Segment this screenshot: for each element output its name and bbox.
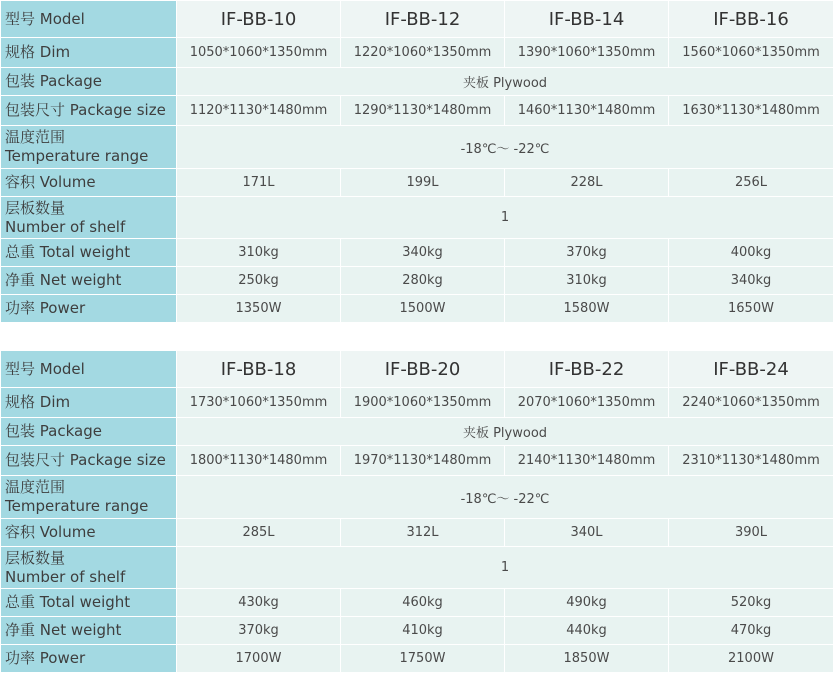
volume-row — [1, 169, 833, 197]
volume-label: 容积 Volume — [1, 169, 177, 197]
power-cell: 1700W — [177, 645, 341, 673]
dim-cell: 1730*1060*1350mm — [177, 388, 341, 418]
package-size-row — [1, 96, 833, 126]
model-cell: IF-BB-20 — [341, 351, 505, 388]
total-weight-cell: 400kg — [669, 239, 833, 267]
volume-cell: 340L — [505, 519, 669, 547]
dim-row — [1, 388, 833, 418]
net-weight-cell: 370kg — [177, 617, 341, 645]
spec-table-2 — [0, 350, 833, 673]
total-weight-cell: 430kg — [177, 589, 341, 617]
volume-cell: 199L — [341, 169, 505, 197]
total-weight-label: 总重 Total weight — [1, 239, 177, 267]
shelf-label-en: Number of shelf — [5, 218, 176, 237]
net-weight-cell: 280kg — [341, 267, 505, 295]
volume-cell: 390L — [669, 519, 833, 547]
dim-cell: 1900*1060*1350mm — [341, 388, 505, 418]
package-size-cell: 2140*1130*1480mm — [505, 446, 669, 476]
total-weight-cell: 370kg — [505, 239, 669, 267]
temperature-value: -18℃～ -22℃ — [177, 126, 833, 169]
net-weight-cell: 250kg — [177, 267, 341, 295]
package-label: 包装 Package — [1, 418, 177, 446]
total-weight-cell: 460kg — [341, 589, 505, 617]
dim-label: 规格 Dim — [1, 388, 177, 418]
temperature-value: -18℃～ -22℃ — [177, 476, 833, 519]
temperature-label-zh: 温度范围 — [5, 128, 176, 147]
power-cell: 1850W — [505, 645, 669, 673]
model-row — [1, 351, 833, 388]
shelf-label — [1, 547, 177, 589]
power-cell: 1580W — [505, 295, 669, 323]
package-size-cell: 1120*1130*1480mm — [177, 96, 341, 126]
package-label: 包装 Package — [1, 68, 177, 96]
package-size-row — [1, 446, 833, 476]
dim-cell: 1560*1060*1350mm — [669, 38, 833, 68]
total-weight-row — [1, 239, 833, 267]
shelf-label-zh: 层板数量 — [5, 549, 176, 568]
package-size-cell: 1970*1130*1480mm — [341, 446, 505, 476]
total-weight-cell: 520kg — [669, 589, 833, 617]
temperature-label-en: Temperature range — [5, 497, 176, 516]
dim-row — [1, 38, 833, 68]
volume-cell: 312L — [341, 519, 505, 547]
power-row — [1, 295, 833, 323]
temperature-label — [1, 126, 177, 169]
volume-cell: 171L — [177, 169, 341, 197]
net-weight-row — [1, 267, 833, 295]
total-weight-label: 总重 Total weight — [1, 589, 177, 617]
power-cell: 1350W — [177, 295, 341, 323]
dim-cell: 1050*1060*1350mm — [177, 38, 341, 68]
model-row — [1, 1, 833, 38]
net-weight-label: 净重 Net weight — [1, 267, 177, 295]
model-cell: IF-BB-16 — [669, 1, 833, 38]
model-cell: IF-BB-10 — [177, 1, 341, 38]
shelf-value: 1 — [177, 547, 833, 589]
dim-label: 规格 Dim — [1, 38, 177, 68]
net-weight-cell: 310kg — [505, 267, 669, 295]
dim-cell: 1390*1060*1350mm — [505, 38, 669, 68]
package-size-cell: 1460*1130*1480mm — [505, 96, 669, 126]
net-weight-cell: 340kg — [669, 267, 833, 295]
package-value: 夹板 Plywood — [177, 68, 833, 96]
power-row — [1, 645, 833, 673]
shelf-value: 1 — [177, 197, 833, 239]
power-cell: 2100W — [669, 645, 833, 673]
model-cell: IF-BB-18 — [177, 351, 341, 388]
temperature-row — [1, 126, 833, 169]
total-weight-cell: 310kg — [177, 239, 341, 267]
dim-cell: 2240*1060*1350mm — [669, 388, 833, 418]
model-cell: IF-BB-22 — [505, 351, 669, 388]
power-cell: 1500W — [341, 295, 505, 323]
net-weight-row — [1, 617, 833, 645]
shelf-label — [1, 197, 177, 239]
total-weight-cell: 340kg — [341, 239, 505, 267]
shelf-row — [1, 547, 833, 589]
shelf-row — [1, 197, 833, 239]
volume-row — [1, 519, 833, 547]
power-label: 功率 Power — [1, 645, 177, 673]
volume-cell: 285L — [177, 519, 341, 547]
package-size-label: 包装尺寸 Package size — [1, 96, 177, 126]
package-row — [1, 68, 833, 96]
package-size-cell: 1630*1130*1480mm — [669, 96, 833, 126]
dim-cell: 1220*1060*1350mm — [341, 38, 505, 68]
total-weight-cell: 490kg — [505, 589, 669, 617]
package-value: 夹板 Plywood — [177, 418, 833, 446]
net-weight-cell: 410kg — [341, 617, 505, 645]
package-size-label: 包装尺寸 Package size — [1, 446, 177, 476]
model-label: 型号 Model — [1, 1, 177, 38]
volume-cell: 228L — [505, 169, 669, 197]
shelf-label-zh: 层板数量 — [5, 199, 176, 218]
package-size-cell: 1290*1130*1480mm — [341, 96, 505, 126]
package-size-cell: 2310*1130*1480mm — [669, 446, 833, 476]
model-cell: IF-BB-24 — [669, 351, 833, 388]
shelf-label-en: Number of shelf — [5, 568, 176, 587]
temperature-row — [1, 476, 833, 519]
volume-label: 容积 Volume — [1, 519, 177, 547]
temperature-label-en: Temperature range — [5, 147, 176, 166]
package-size-cell: 1800*1130*1480mm — [177, 446, 341, 476]
power-cell: 1750W — [341, 645, 505, 673]
model-cell: IF-BB-14 — [505, 1, 669, 38]
temperature-label — [1, 476, 177, 519]
model-label: 型号 Model — [1, 351, 177, 388]
net-weight-cell: 440kg — [505, 617, 669, 645]
power-label: 功率 Power — [1, 295, 177, 323]
net-weight-label: 净重 Net weight — [1, 617, 177, 645]
temperature-label-zh: 温度范围 — [5, 478, 176, 497]
power-cell: 1650W — [669, 295, 833, 323]
net-weight-cell: 470kg — [669, 617, 833, 645]
volume-cell: 256L — [669, 169, 833, 197]
spec-table-1 — [0, 0, 833, 323]
package-row — [1, 418, 833, 446]
model-cell: IF-BB-12 — [341, 1, 505, 38]
dim-cell: 2070*1060*1350mm — [505, 388, 669, 418]
total-weight-row — [1, 589, 833, 617]
